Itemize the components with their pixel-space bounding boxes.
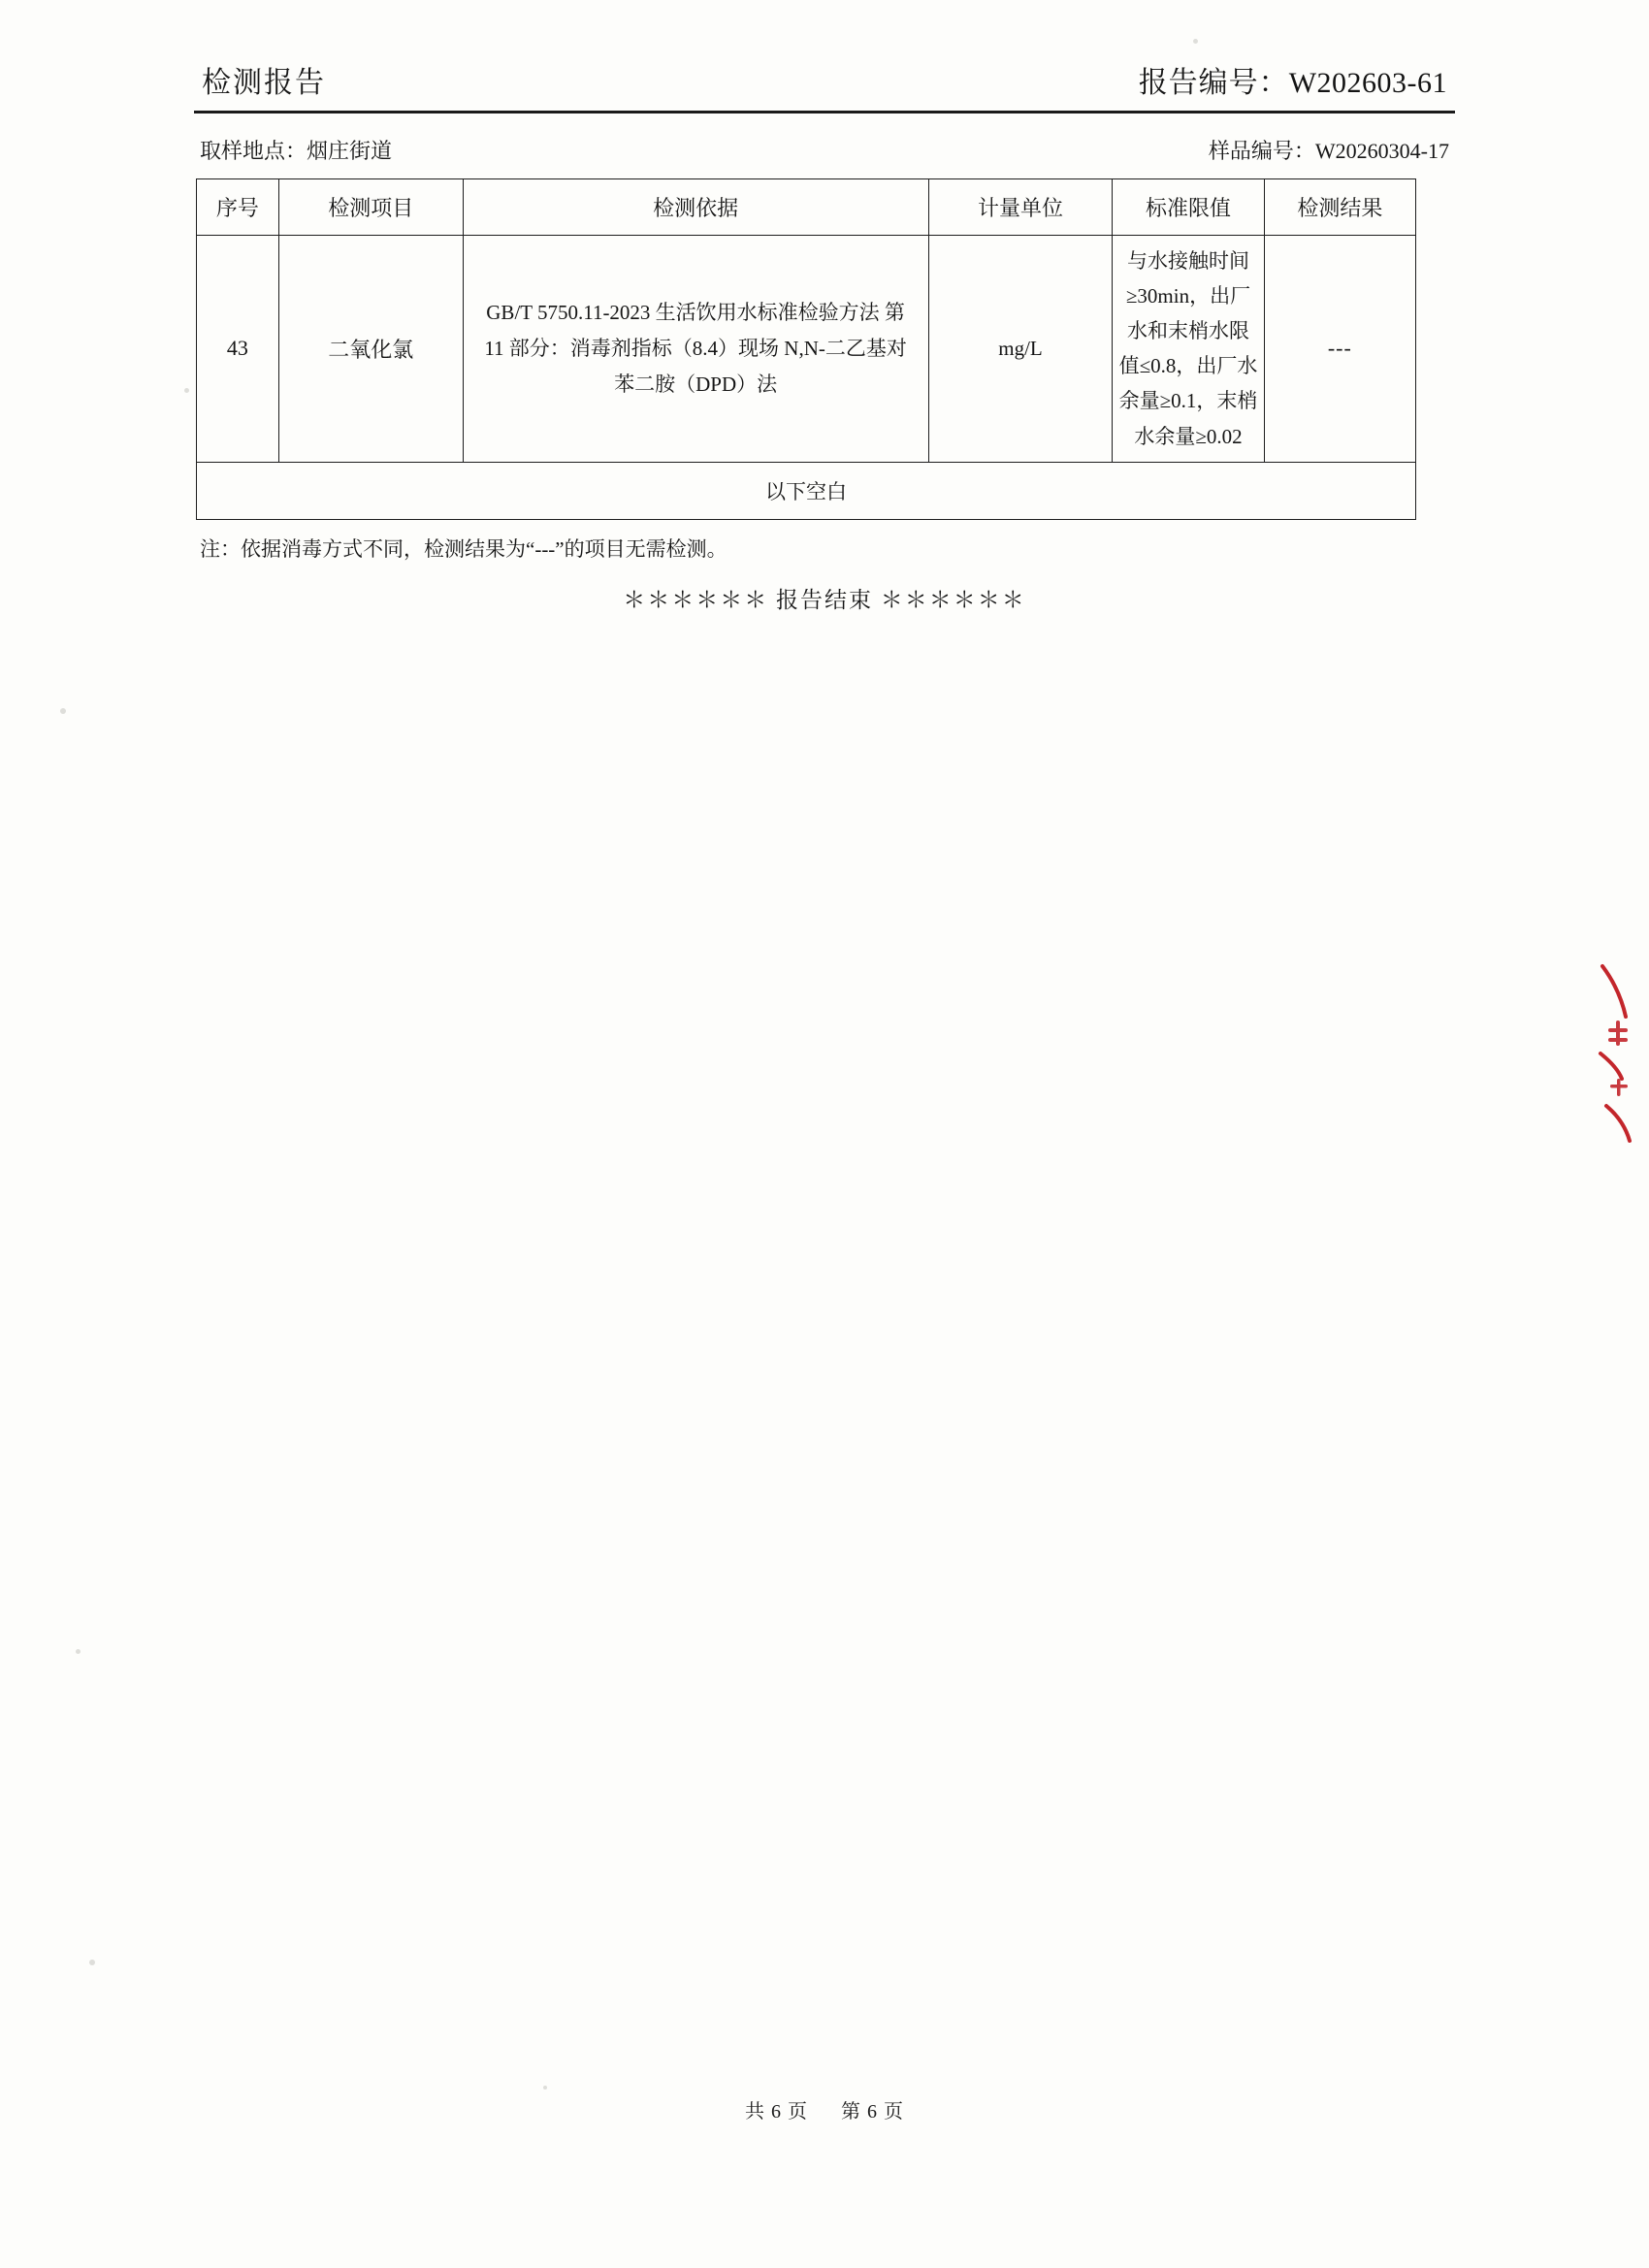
report-header (194, 58, 1455, 111)
cell-item: 二氧化氯 (278, 236, 463, 463)
current-page: 第 6 页 (841, 2101, 904, 2122)
report-number (1139, 58, 1447, 101)
report-end-mark: ＊＊＊＊＊＊ 报告结束 ＊＊＊＊＊＊ (623, 587, 1026, 612)
column-header-no: 序号 (197, 179, 279, 236)
total-pages: 共 6 页 (745, 2101, 808, 2122)
sampling-location: 取样地点：烟庄街道 (200, 139, 393, 163)
cell-limit: 与水接触时间≥30min，出厂水和末梢水限值≤0.8，出厂水余量≥0.1，末梢水余量≥0.02 (1113, 236, 1264, 463)
sample-info-row (194, 135, 1455, 178)
page-footer (0, 2095, 1649, 2123)
column-header-item: 检测项目 (278, 179, 463, 236)
scan-speck (89, 1960, 95, 1965)
table-header-row (197, 179, 1416, 236)
column-header-unit: 计量单位 (928, 179, 1113, 236)
cell-basis: GB/T 5750.11-2023 生活饮用水标准检验方法 第 11 部分：消毒剂指标（8.4）现场 N,N-二乙基对苯二胺（DPD）法 (463, 236, 928, 463)
blank-row-label: 以下空白 (197, 462, 1416, 519)
report-sheet (194, 58, 1455, 614)
scan-speck (76, 1649, 81, 1654)
cell-unit: mg/L (928, 236, 1113, 463)
table-row (197, 236, 1416, 463)
scan-speck (1193, 39, 1198, 44)
table-blank-row (197, 462, 1416, 519)
page-title: 检测报告 (202, 67, 326, 99)
red-seal-stamp (1597, 960, 1641, 1164)
cell-result: --- (1264, 236, 1415, 463)
scan-speck (184, 388, 189, 393)
report-number-value: W202603-61 (1288, 67, 1447, 99)
report-number-label: 报告编号： (1138, 67, 1289, 99)
table-note: 注：依据消毒方式不同，检测结果为“---”的项目无需检测。 (200, 536, 728, 561)
cell-no: 43 (197, 236, 279, 463)
column-header-basis: 检测依据 (463, 179, 928, 236)
results-table (196, 178, 1416, 520)
scan-speck (543, 2086, 547, 2090)
header-divider (194, 111, 1455, 113)
sample-number: 样品编号：W20260304-17 (1208, 139, 1449, 163)
column-header-result: 检测结果 (1264, 179, 1415, 236)
scan-speck (60, 708, 66, 714)
column-header-limit: 标准限值 (1113, 179, 1264, 236)
